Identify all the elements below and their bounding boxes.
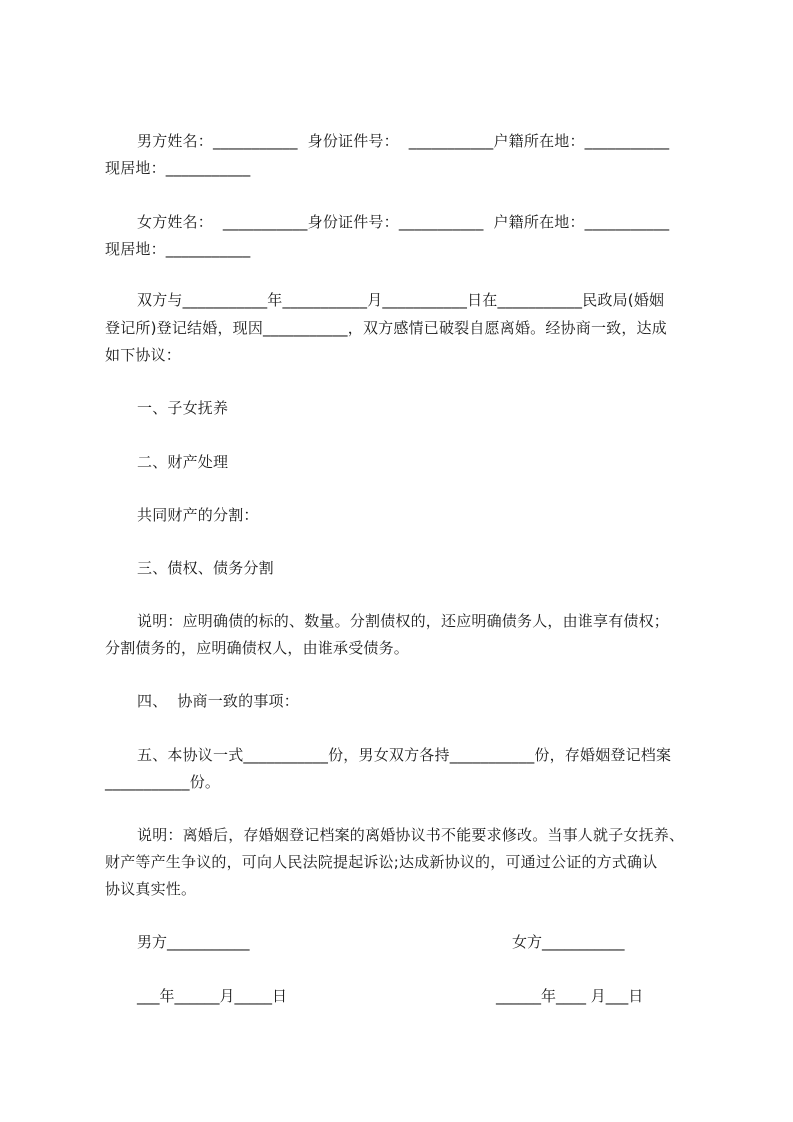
note2-line-1: 说明：离婚后，存婚姻登记档案的离婚协议书不能要求修改。当事人就子女抚养、 bbox=[137, 826, 685, 844]
note1-line-1: 说明：应明确债的标的、数量。分割债权的，还应明确债务人，由谁享有债权； bbox=[137, 612, 670, 630]
section-heading-4: 四、 协商一致的事项： bbox=[137, 692, 299, 710]
intro-line-2: 登记所)登记结婚，现因___________，双方感情已破裂自愿离婚。经协商一致，达成 bbox=[105, 319, 667, 337]
intro-line-1: 双方与___________年___________月___________日在___________民政局(婚姻 bbox=[137, 291, 665, 309]
section-heading-1: 一、子女抚养 bbox=[137, 399, 229, 417]
note1-line-2: 分割债务的，应明确债权人，由谁承受债务。 bbox=[105, 639, 410, 657]
section-heading-2: 二、财产处理 bbox=[137, 453, 229, 471]
intro-line-3: 如下协议： bbox=[105, 346, 182, 364]
female-info-line-1: 女方姓名： ___________身份证件号：___________ 户籍所在地：___________ bbox=[137, 213, 670, 231]
section5-line-1: 五、本协议一式___________份，男女双方各持___________份，存婚姻登记档案 bbox=[137, 746, 672, 764]
female-info-line-2: 现居地：___________ bbox=[105, 240, 251, 258]
female-signature-line: 女方___________ bbox=[512, 933, 625, 951]
male-info-line-1: 男方姓名：___________ 身份证件号： ___________户籍所在地：___________ bbox=[137, 132, 670, 150]
section-heading-3: 三、债权、债务分割 bbox=[137, 559, 274, 577]
section5-line-2: ___________份。 bbox=[105, 773, 221, 791]
male-date-line: ___年______月_____日 bbox=[137, 987, 288, 1005]
female-date-line: ______年____ 月___日 bbox=[496, 987, 644, 1005]
male-info-line-2: 现居地：___________ bbox=[105, 159, 251, 177]
note2-line-2: 财产等产生争议的，可向人民法院提起诉讼;达成新协议的，可通过公证的方式确认 bbox=[105, 853, 658, 871]
male-signature-line: 男方___________ bbox=[137, 933, 250, 951]
note2-line-3: 协议真实性。 bbox=[105, 880, 197, 898]
joint-property-label: 共同财产的分割： bbox=[137, 506, 259, 524]
